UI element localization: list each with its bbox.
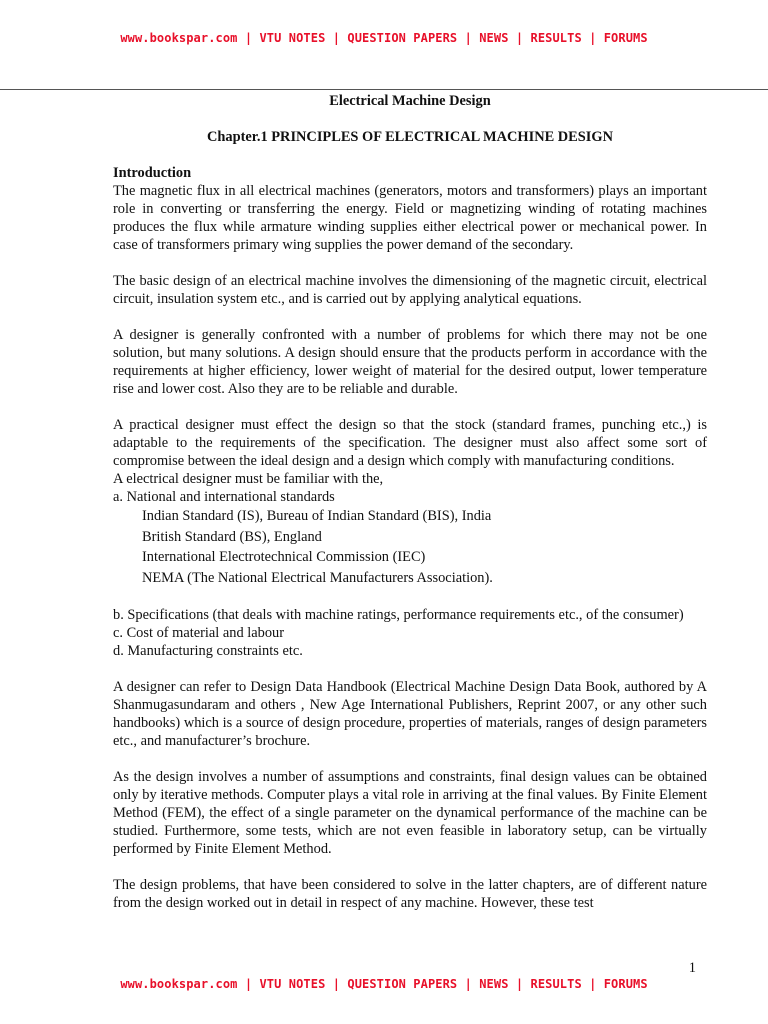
list-item-b: b. Specifications (that deals with machine ratings, performance requirements etc., of the consumer)	[113, 607, 684, 623]
standard-item: Indian Standard (IS), Bureau of Indian Standard (BIS), India	[142, 508, 492, 524]
page-number: 1	[688, 960, 696, 976]
list-item-a: a. National and international standards	[113, 489, 335, 505]
header-divider	[0, 89, 768, 90]
document-body	[113, 92, 707, 930]
paragraph-familiar-line: A electrical designer must be familiar with the,	[113, 471, 384, 487]
standard-item: NEMA (The National Electrical Manufacturers Association).	[142, 569, 493, 586]
paragraph-basic-design: The basic design of an electrical machine involves the dimensioning of the magnetic circuit, electrical circuit, insulation system etc., and is carried out by applying analytical equations.	[113, 273, 707, 307]
paragraph-iterative-methods: As the design involves a number of assumptions and constraints, final design values can be obtained only by iterative methods. Computer plays a vital role in arriving at the final values. By Finite Element Method (FEM), the effect of a single parameter on the dynamical performance of the machine can be studied. Furthermore, some tests, which are not even feasible in laboratory setup, can be virtually performed by Finite Element Method.	[113, 769, 707, 857]
introduction-heading: Introduction	[113, 165, 192, 181]
standards-list	[113, 506, 707, 588]
standard-item: International Electrotechnical Commission (IEC)	[142, 549, 426, 565]
footer-banner[interactable]: www.bookspar.com | VTU NOTES | QUESTION PAPERS | NEWS | RESULTS | FORUMS	[120, 977, 648, 991]
paragraph-designer-problems: A designer is generally confronted with a number of problems for which there may not be one solution, but many solutions. A design should ensure that the products perform in accordance with the requirements at higher efficiency, lower weight of material for the desired output, lower temperature rise and lower cost. Also they are to be reliable and durable.	[113, 327, 707, 397]
header-banner[interactable]: www.bookspar.com | VTU NOTES | QUESTION PAPERS | NEWS | RESULTS | FORUMS	[120, 31, 648, 45]
paragraph-design-problems: The design problems, that have been considered to solve in the latter chapters, are of different nature from the design worked out in detail in respect of any machine. However, these test	[113, 877, 707, 911]
paragraph-design-data-handbook: A designer can refer to Design Data Handbook (Electrical Machine Design Data Book, authored by A Shanmugasundaram and others , New Age International Publishers, Reprint 2007, or any other such handbooks) which is a source of design procedure, properties of materials, ranges of design parameters etc., and manufacturer’s brochure.	[113, 679, 707, 749]
standard-item: British Standard (BS), England	[142, 528, 322, 545]
chapter-title: Chapter.1 PRINCIPLES OF ELECTRICAL MACHINE DESIGN	[207, 129, 613, 145]
requirements-list	[113, 606, 707, 660]
list-item-d: d. Manufacturing constraints etc.	[113, 643, 303, 659]
document-title: Electrical Machine Design	[329, 93, 491, 109]
paragraph-practical-designer: A practical designer must effect the design so that the stock (standard frames, punching etc.,) is adaptable to the requirements of the specification. The designer must also affect some sort of compromise between the ideal design and a design which comply with manufacturing conditions.	[113, 417, 707, 469]
list-item-c: c. Cost of material and labour	[113, 625, 285, 641]
paragraph-magnetic-flux: The magnetic flux in all electrical machines (generators, motors and transformers) plays an important role in converting or transferring the energy. Field or magnetizing winding of rotating machines produces the flux while armature winding supplies either electrical power or mechanical power. In case of transformers primary wing supplies the power demand of the secondary.	[113, 183, 707, 253]
